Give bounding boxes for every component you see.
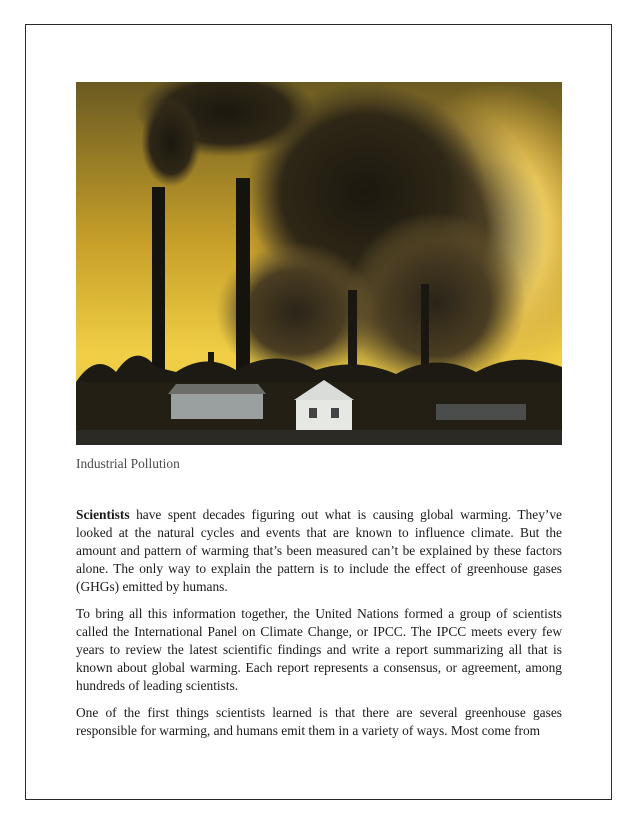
paragraph-2: To bring all this information together, the United Nations formed a group of scientists called the International Panel on Climate Change, or IPCC. The IPCC meets every few years to review the latest scientific findings and write a report summarizing all that is known about global warming. Each report represents a consensus, or agreement, among hundreds of leading scientists.	[76, 606, 562, 693]
paragraph-1-text: have spent decades figuring out what is causing global warming. They’ve looked at the natural cycles and events that are known to influence climate. But the amount and pattern of warming that’s been measured can’t be explained by these factors alone. The only way to explain the pattern is to include the effect of greenhouse gases (GHGs) emitted by humans.	[76, 507, 562, 594]
paragraph-3: One of the first things scientists learned is that there are several greenhouse gases responsible for warming, and humans emit them in a variety of ways. Most come from	[76, 705, 562, 738]
lead-word: Scientists	[76, 507, 130, 522]
article-body	[76, 506, 562, 749]
industrial-pollution-photo	[76, 82, 562, 445]
figure-caption: Industrial Pollution	[76, 456, 180, 471]
paragraph-1	[76, 506, 562, 596]
